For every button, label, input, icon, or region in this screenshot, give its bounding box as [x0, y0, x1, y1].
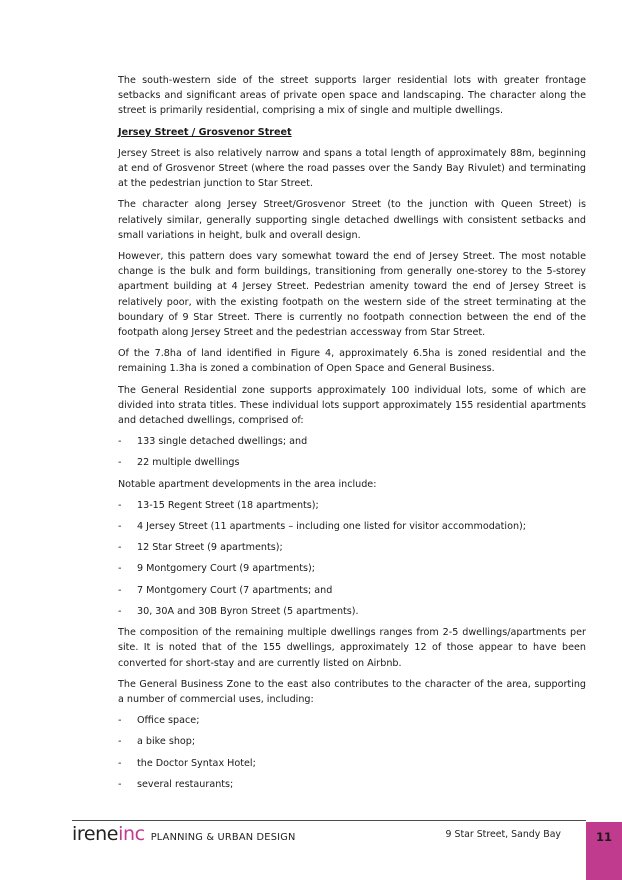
list-item-text: 22 multiple dwellings: [137, 457, 240, 469]
paragraph-notable: Notable apartment developments in the area include:: [118, 478, 377, 490]
footer-tagline: PLANNING & URBAN DESIGN: [150, 832, 296, 843]
list-item-text: the Doctor Syntax Hotel;: [137, 757, 256, 769]
paragraph-general-residential: The General Residential zone supports approximately 100 individual lots, some of which are divided into strata titles. These individual lots support approximately 155 residential apartments and detached dwellings, comprised of:: [118, 384, 586, 427]
list-dash: -: [118, 584, 122, 596]
dwellings-list: [118, 434, 586, 470]
list-dash: -: [118, 563, 122, 575]
list-item: [118, 604, 586, 619]
list-item: [118, 734, 586, 749]
section-heading-jersey-street: Jersey Street / Grosvenor Street: [118, 126, 292, 138]
list-item-text: 4 Jersey Street (11 apartments – including one listed for visitor accommodation);: [137, 521, 527, 533]
list-dash: -: [118, 757, 122, 769]
paragraph-character: The character along Jersey Street/Grosvenor Street (to the junction with Queen Street) is relatively similar, generally supporting single detached dwellings with consistent setbacks and small variations in height, bulk and overall design.: [118, 199, 586, 241]
paragraph-land: Of the 7.8ha of land identified in Figure 4, approximately 6.5ha is zoned residential and the remaining 1.3ha is zoned a combination of Open Space and General Business.: [118, 348, 586, 375]
paragraph-business: The General Business Zone to the east also contributes to the character of the area, supporting a number of commercial uses, including:: [118, 678, 586, 705]
list-item-text: several restaurants;: [137, 778, 234, 790]
list-item: [118, 561, 586, 576]
list-dash: -: [118, 778, 122, 790]
paragraph-pattern: However, this pattern does vary somewhat toward the end of Jersey Street. The most notable change is the bulk and form buildings, transitioning from generally one-storey to the 5-storey apartment building at 4 Jersey Street. Pedestrian amenity toward the end of Jersey Street is relatively poor, with the existing footpath on the western side of the street terminating at the boundary of 9 Star Street. There is currently no footpath connection between the end of the footpath along Jersey Street and the pedestrian accessway from Star Street.: [118, 251, 586, 339]
list-item-text: 13-15 Regent Street (18 apartments);: [137, 499, 319, 511]
list-item: [118, 540, 586, 555]
list-dash: -: [118, 457, 122, 469]
page-number-tab: [586, 822, 622, 880]
list-item-text: 30, 30A and 30B Byron Street (5 apartments).: [137, 605, 359, 617]
irene-inc-logo: [72, 822, 145, 846]
list-dash: -: [118, 736, 122, 748]
list-dash: -: [118, 605, 122, 617]
list-dash: -: [118, 521, 122, 533]
logo-inc-text: inc: [118, 823, 145, 845]
list-item-text: 12 Star Street (9 apartments);: [137, 542, 283, 554]
list-item: [118, 455, 586, 470]
list-dash: -: [118, 542, 122, 554]
list-item-text: a bike shop;: [137, 736, 196, 748]
list-dash: -: [118, 436, 122, 448]
list-dash: -: [118, 715, 122, 727]
footer-divider: [72, 820, 586, 821]
list-item-text: 7 Montgomery Court (7 apartments; and: [137, 584, 333, 596]
list-dash: -: [118, 499, 122, 511]
footer-brand: [72, 822, 296, 846]
paragraph-jersey-length: Jersey Street is also relatively narrow and spans a total length of approximately 88m, beginning at end of Grosvenor Street (where the road passes over the Sandy Bay Rivulet) and terminating at the pedestrian junction to Star Street.: [118, 147, 586, 190]
footer-address: 9 Star Street, Sandy Bay: [445, 829, 561, 840]
commercial-uses-list: [118, 713, 586, 792]
paragraph-composition: The composition of the remaining multiple dwellings ranges from 2-5 dwellings/apartments per site. It is noted that of the 155 dwellings, approximately 12 of those appear to have been converted for short-stay and are currently listed on Airbnb.: [118, 627, 586, 669]
page-number: 11: [595, 830, 612, 844]
list-item-text: Office space;: [137, 715, 200, 727]
apartments-list: [118, 498, 586, 619]
list-item: [118, 519, 586, 534]
list-item: [118, 498, 586, 513]
paragraph-intro: The south-western side of the street supports larger residential lots with greater frontage setbacks and significant areas of private open space and landscaping. The character along the street is primarily residential, comprising a mix of single and multiple dwellings.: [118, 75, 586, 117]
list-item: [118, 434, 586, 449]
list-item: [118, 777, 586, 792]
logo-irene-text: irene: [72, 823, 119, 845]
document-body: [118, 73, 586, 798]
list-item: [118, 756, 586, 771]
list-item-text: 9 Montgomery Court (9 apartments);: [137, 563, 315, 575]
list-item: [118, 583, 586, 598]
list-item: [118, 713, 586, 728]
list-item-text: 133 single detached dwellings; and: [137, 436, 308, 448]
